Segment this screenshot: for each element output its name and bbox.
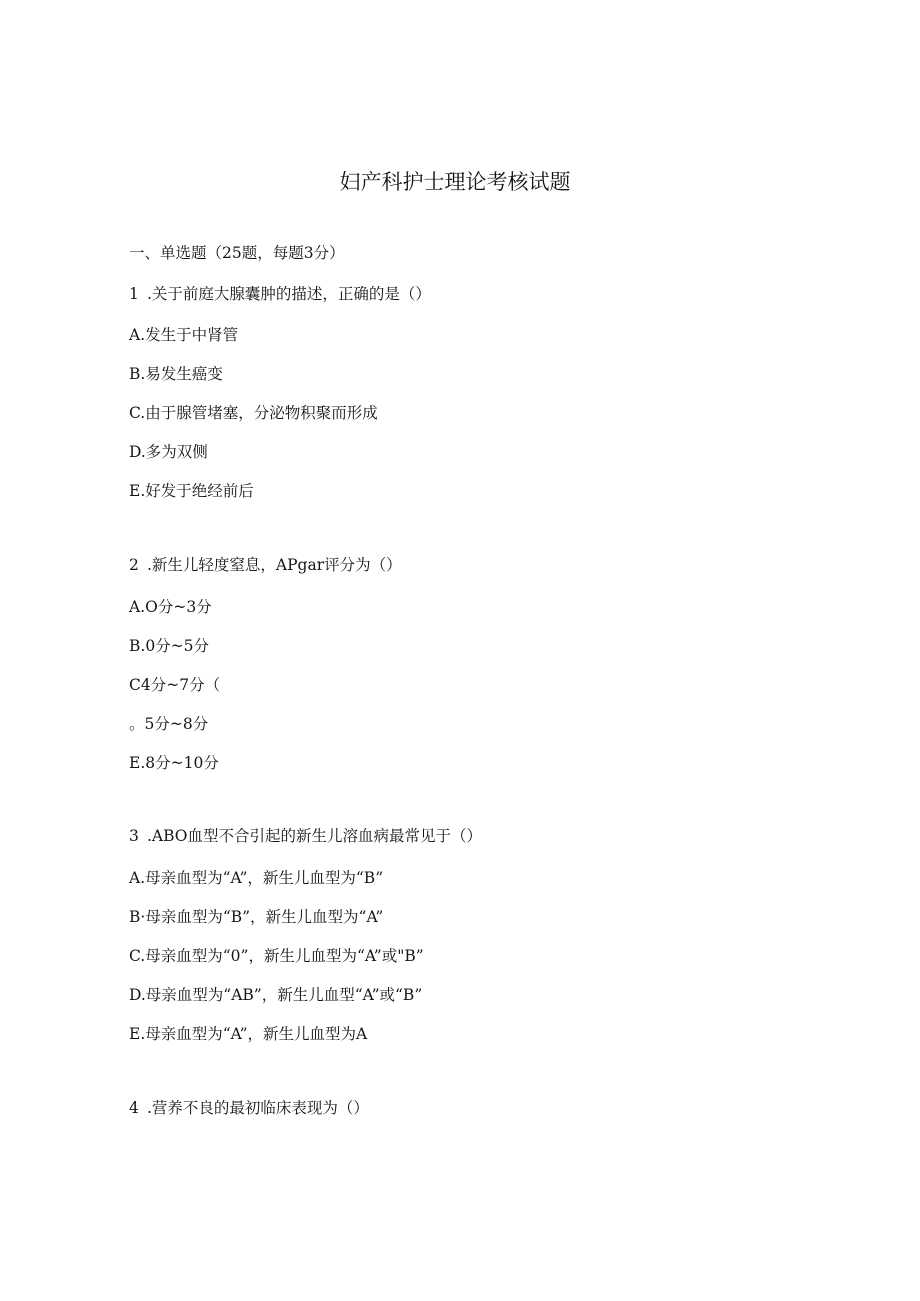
option-1a: A.发生于中肾管 [129, 326, 239, 344]
option-2e: E.8分~10分 [129, 754, 219, 772]
option-3c: C.母亲血型为“0”，新生儿血型为“A”或"B” [129, 947, 424, 965]
option-1b: B.易发生癌变 [129, 365, 223, 383]
option-3b: B·母亲血型为“B”，新生儿血型为“A” [129, 908, 384, 926]
question-number: 2 [129, 556, 139, 574]
option-3e: E.母亲血型为“A”，新生儿血型为A [129, 1025, 368, 1043]
option-2c: C4分~7分（ [129, 676, 221, 694]
question-stem: .新生儿轻度窒息，APgar评分为（） [147, 556, 402, 574]
option-3d: D.母亲血型为“AB”，新生儿血型“A”或“B” [129, 986, 423, 1004]
option-1c: C.由于腺管堵塞，分泌物积聚而形成 [129, 404, 378, 422]
question-number: 4 [129, 1099, 139, 1117]
question-3 [129, 826, 482, 846]
question-number: 1 [129, 285, 139, 303]
option-3a: A.母亲血型为“A”，新生儿血型为“B” [129, 869, 384, 887]
question-number: 3 [129, 827, 139, 845]
question-stem: .营养不良的最初临床表现为（） [147, 1099, 369, 1117]
option-1e: E.好发于绝经前后 [129, 482, 254, 500]
question-stem: .关于前庭大腺囊肿的描述，正确的是（） [147, 285, 431, 303]
option-2a: A.O分~3分 [129, 598, 212, 616]
question-2 [129, 555, 402, 575]
page-title: 妇产科护士理论考核试题 [339, 170, 571, 194]
section-heading: 一、单选题（25题，每题3分） [129, 244, 345, 262]
option-2b: B.0分~5分 [129, 637, 210, 655]
option-2d: 。5分~8分 [129, 715, 209, 733]
question-stem: .ABO血型不合引起的新生儿溶血病最常见于（） [147, 827, 483, 845]
option-1d: D.多为双侧 [129, 443, 208, 461]
question-1 [129, 284, 431, 304]
question-4 [129, 1098, 369, 1118]
